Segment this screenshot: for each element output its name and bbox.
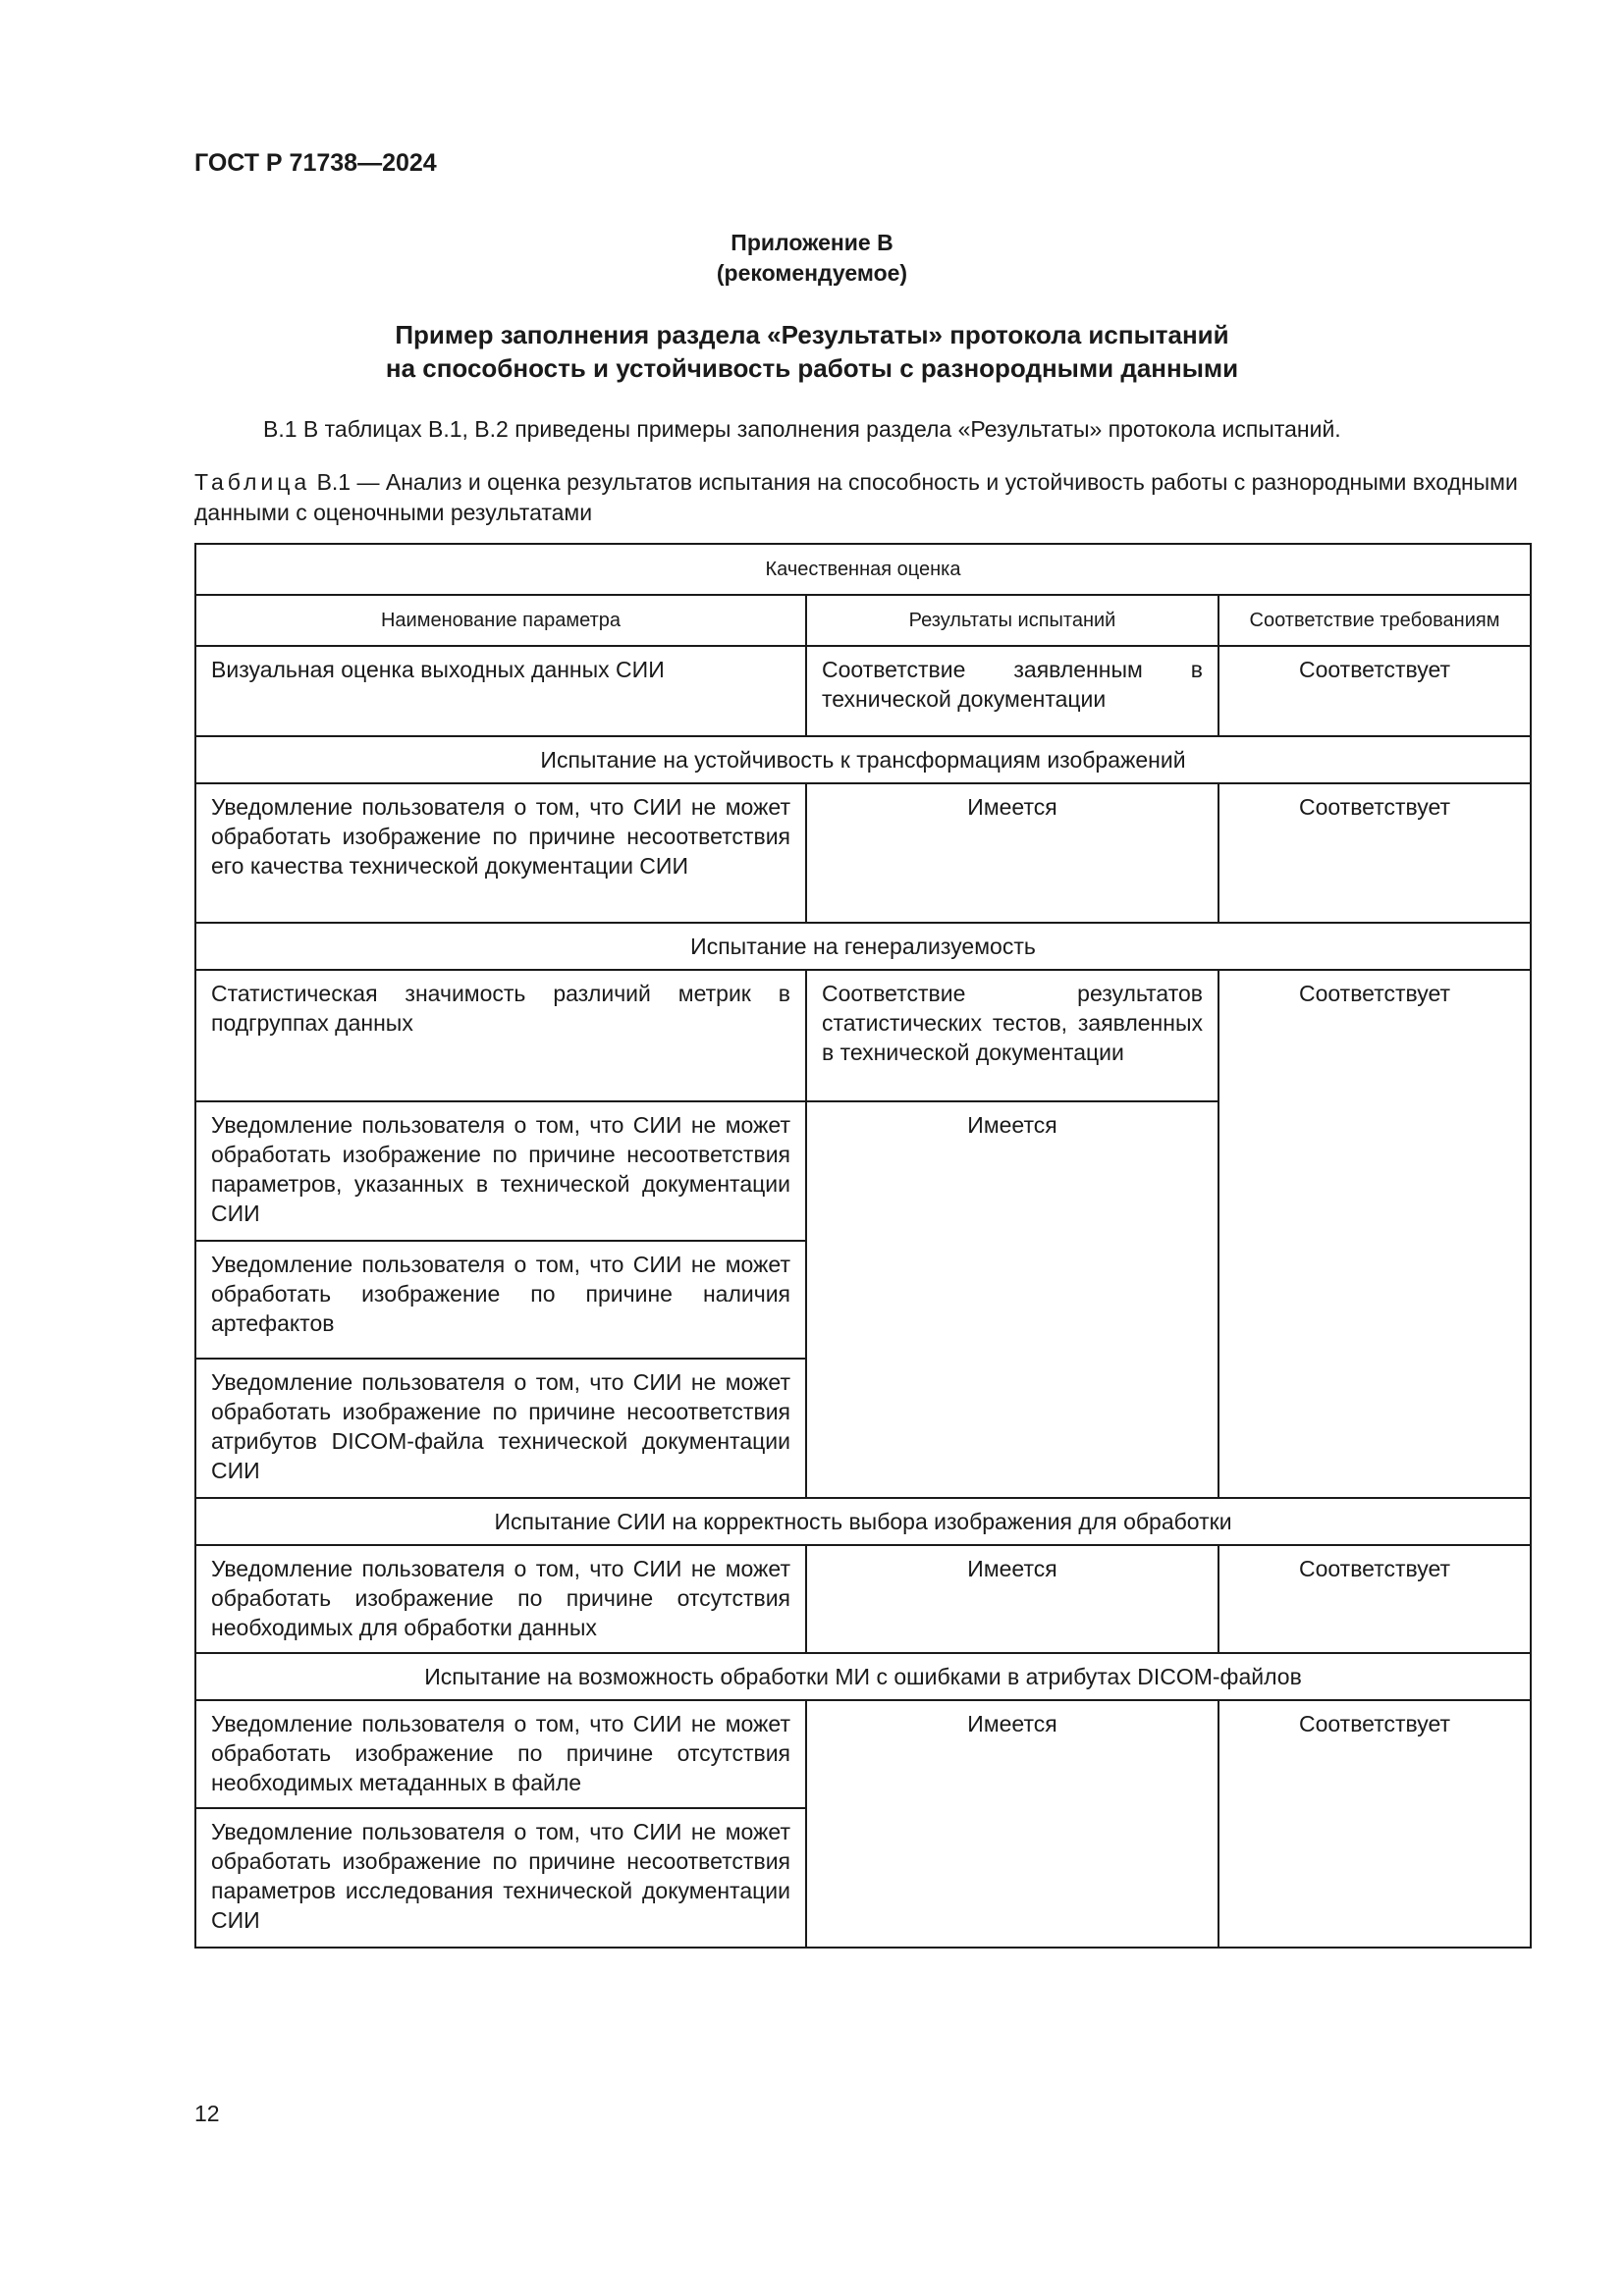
- table-row: [195, 783, 1531, 923]
- result-cell: Имеется: [806, 1545, 1218, 1653]
- param-cell: Уведомление пользователя о том, что СИИ не может обработать изображение по причине несоответствия атрибутов DICOM-файла технической документации СИИ: [195, 1359, 806, 1498]
- table-caption-text: В.1 — Анализ и оценка результатов испытания на способность и устойчивость работы с разнородными входными данными с оценочными результатами: [194, 469, 1518, 525]
- column-header-results: Результаты испытаний: [806, 595, 1218, 646]
- section-title: Испытание на генерализуемость: [195, 923, 1531, 970]
- section-row: [195, 736, 1531, 783]
- document-id: ГОСТ Р 71738—2024: [194, 149, 437, 177]
- column-header-compliance: Соответствие требованиям: [1218, 595, 1531, 646]
- table-caption-label: Таблица: [194, 469, 311, 495]
- intro-paragraph: В.1 В таблицах В.1, В.2 приведены примеры заполнения раздела «Результаты» протокола испытаний.: [263, 416, 1341, 442]
- title-line-2: на способность и устойчивость работы с разнородными данными: [385, 353, 1239, 383]
- title-line-1: Пример заполнения раздела «Результаты» протокола испытаний: [395, 320, 1229, 349]
- table-row: [195, 1700, 1531, 1808]
- table-column-header-row: [195, 595, 1531, 646]
- section-title: Испытание СИИ на корректность выбора изображения для обработки: [195, 1498, 1531, 1545]
- status-cell: Соответствует: [1218, 1545, 1531, 1653]
- param-cell: Уведомление пользователя о том, что СИИ не может обработать изображение по причине отсутствия необходимых метаданных в файле: [195, 1700, 806, 1808]
- section-row: [195, 1498, 1531, 1545]
- param-cell: Уведомление пользователя о том, что СИИ не может обработать изображение по причине несоответствия параметров, указанных в технической документации СИИ: [195, 1101, 806, 1241]
- table-row: [195, 646, 1531, 736]
- page-number: 12: [194, 2101, 220, 2126]
- table-row: [195, 1545, 1531, 1653]
- table-top-header-row: [195, 544, 1531, 595]
- param-cell: Уведомление пользователя о том, что СИИ не может обработать изображение по причине отсутствия необходимых для обработки данных: [195, 1545, 806, 1653]
- result-cell: Имеется: [806, 783, 1218, 923]
- param-cell: Уведомление пользователя о том, что СИИ не может обработать изображение по причине наличия артефактов: [195, 1241, 806, 1359]
- section-row: [195, 1653, 1531, 1700]
- status-cell: Соответствует: [1218, 970, 1531, 1498]
- table-row: [195, 970, 1531, 1101]
- result-cell: Соответствие заявленным в технической документации: [806, 646, 1218, 736]
- result-cell: Соответствие результатов статистических тестов, заявленных в технической документации: [806, 970, 1218, 1101]
- param-cell: Статистическая значимость различий метрик в подгруппах данных: [195, 970, 806, 1101]
- table-caption: [194, 467, 1530, 528]
- page-title: [0, 318, 1624, 385]
- status-cell: Соответствует: [1218, 783, 1531, 923]
- results-table: [194, 543, 1532, 1949]
- status-cell: Соответствует: [1218, 1700, 1531, 1948]
- result-cell: Имеется: [806, 1700, 1218, 1948]
- param-cell: Визуальная оценка выходных данных СИИ: [195, 646, 806, 736]
- status-cell: Соответствует: [1218, 646, 1531, 736]
- param-cell: Уведомление пользователя о том, что СИИ не может обработать изображение по причине несоответствия параметров исследования технической документации СИИ: [195, 1808, 806, 1948]
- appendix-title: Приложение В: [731, 230, 893, 255]
- section-row: [195, 923, 1531, 970]
- param-cell: Уведомление пользователя о том, что СИИ не может обработать изображение по причине несоответствия его качества технической документации СИИ: [195, 783, 806, 923]
- result-cell: Имеется: [806, 1101, 1218, 1498]
- section-title: Испытание на возможность обработки МИ с ошибками в атрибутах DICOM-файлов: [195, 1653, 1531, 1700]
- appendix-type: (рекомендуемое): [716, 260, 908, 286]
- section-title: Испытание на устойчивость к трансформациям изображений: [195, 736, 1531, 783]
- table-top-header: Качественная оценка: [195, 544, 1531, 595]
- column-header-parameter: Наименование параметра: [195, 595, 806, 646]
- appendix-heading: [0, 228, 1624, 289]
